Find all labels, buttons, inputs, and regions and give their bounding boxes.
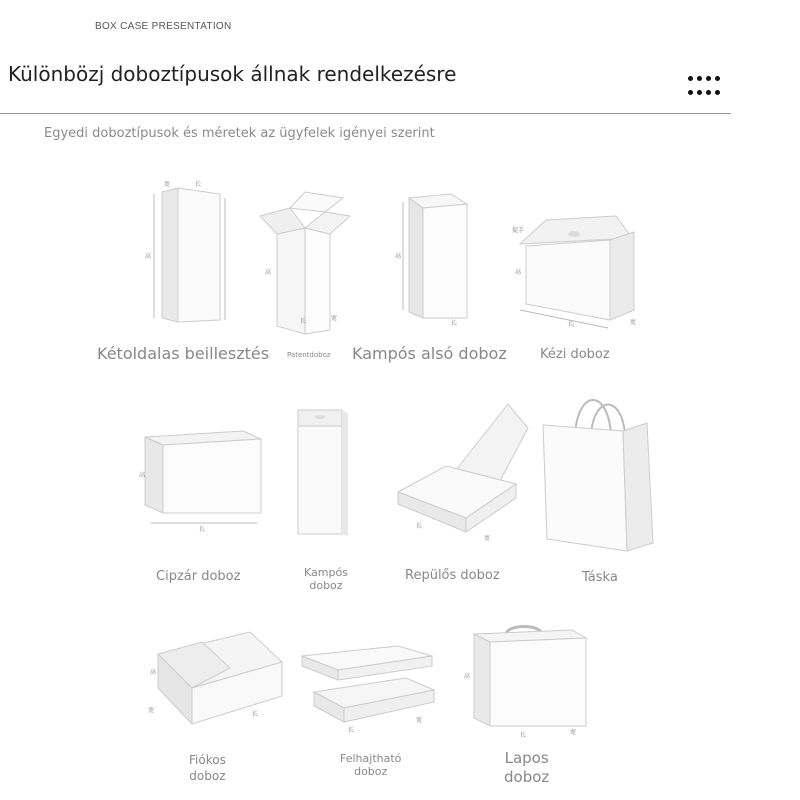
dim-handle: 提手: [512, 227, 525, 234]
page-title: Különbözj doboztípusok állnak rendelkezésre: [8, 62, 457, 86]
dim-length: 长: [252, 711, 259, 718]
section-kicker: BOX CASE PRESENTATION: [95, 21, 232, 32]
hook-card-box-image: [294, 410, 354, 540]
caption-double-tuck: Kétoldalas beillesztés: [97, 344, 270, 363]
dim-height: 高: [145, 253, 152, 260]
flat-box-image: [460, 622, 595, 742]
page-subtitle: Egyedi doboztípusok és méretek az ügyfelek igényei szerint: [44, 126, 435, 141]
dim-width: 宽: [630, 319, 637, 326]
dim-length: 长: [416, 523, 423, 530]
dim-length: 长: [348, 727, 355, 734]
caption-drawer-box: Fiókos doboz: [189, 753, 226, 783]
dim-length: 长: [199, 526, 206, 533]
caption-snap-box: Patentdoboz: [287, 351, 331, 359]
caption-foldable-box: Felhajtható doboz: [340, 752, 402, 778]
caption-zipper-box: Cipzár doboz: [156, 569, 241, 584]
mailer-box-image: [388, 400, 538, 550]
dim-height: 高: [150, 669, 157, 676]
dim-width: 宽: [331, 315, 338, 322]
dim-length: 长: [195, 181, 202, 188]
caption-hook-bottom: Kampós alsó doboz: [352, 344, 507, 363]
dim-height: 高: [395, 253, 402, 260]
more-dots-icon[interactable]: [686, 75, 726, 99]
dim-length: 长: [300, 318, 307, 325]
dim-width: 宽: [148, 707, 155, 714]
dim-height: 高: [464, 673, 471, 680]
zipper-box-image: [135, 425, 275, 535]
snap-box-image: [255, 188, 355, 338]
dim-height: 高: [515, 269, 522, 276]
dim-width: 宽: [484, 535, 491, 542]
paper-bag-image: [535, 393, 665, 553]
caption-mailer-box: Repülős doboz: [405, 568, 500, 583]
caption-handle-box: Kézi doboz: [540, 347, 610, 362]
dim-width: 宽: [416, 717, 423, 724]
dim-height: 高: [265, 269, 272, 276]
foldable-box-image: [298, 630, 448, 740]
caption-flat-box: Lapos doboz: [504, 749, 550, 786]
dim-height: 高: [139, 472, 146, 479]
double-tuck-box-image: [140, 180, 240, 330]
drawer-box-image: [140, 628, 290, 738]
dim-width: 宽: [570, 729, 577, 736]
handle-box-image: [510, 210, 660, 335]
dim-length: 长: [451, 320, 458, 327]
hook-bottom-box-image: [395, 190, 485, 330]
header-divider: [0, 113, 731, 114]
dim-width: 宽: [164, 181, 171, 188]
dim-length: 长: [568, 321, 575, 328]
caption-bag: Táska: [582, 570, 618, 585]
caption-hook-card-box: Kampós doboz: [304, 566, 348, 592]
dim-length: 长: [520, 732, 527, 739]
